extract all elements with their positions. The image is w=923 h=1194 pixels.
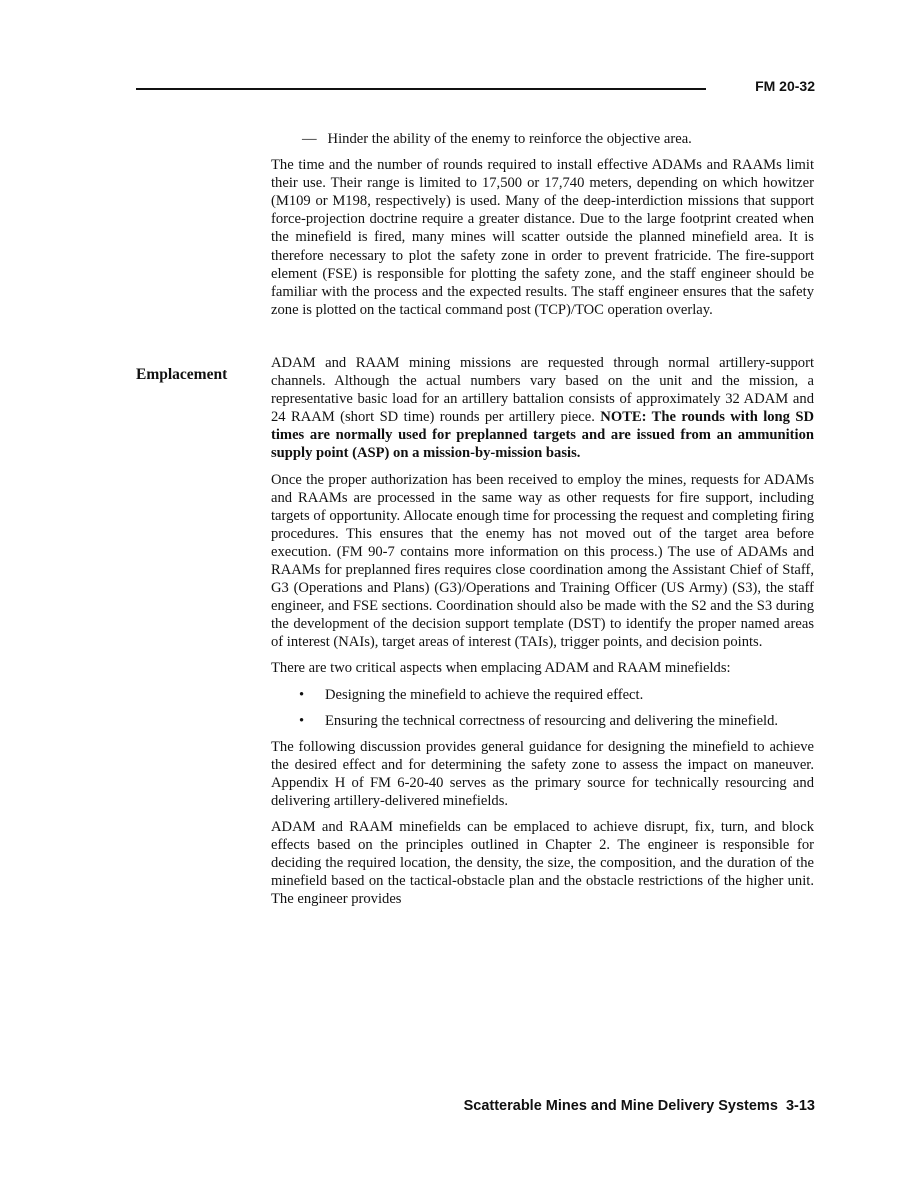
list-item: [271, 712, 814, 730]
section-gap: [271, 327, 814, 354]
paragraph-mining-missions: [271, 354, 814, 463]
dash-marker: —: [302, 131, 317, 147]
paragraph-mining-missions-text: ADAM and RAAM mining missions are requested through normal artillery-support channels. Although the actual numbers vary based on the unit and the mission, a representative basic load for an artillery battalion consists of approximately 32 ADAM and 24 RAAM (short SD time) rounds per artillery piece.: [271, 354, 814, 426]
bullet-marker: •: [299, 712, 305, 729]
paragraph-guidance: The following discussion provides general guidance for designing the minefield to achieve the desired effect and for determining the safety zone to assess the impact on maneuver. Appendix H of FM 6-20-40 serves as the primary source for technically resourcing and delivering artillery-delivered minefields.: [271, 738, 814, 809]
dash-list-item: [271, 130, 814, 148]
paragraph-authorization: Once the proper authorization has been received to employ the mines, requests for ADAMs and RAAMs are processed in the same way as other requests for fire support, including targets of opportunity. Allocate enough time for processing the request and completing firing procedures. This ensures that the enemy has not moved out of the target area before execution. (FM 90-7 contains more information on this process.) The use of ADAMs and RAAMs for preplanned fires requires close coordination among the Assistant Chief of Staff, G3 (Operations and Plans) (G3)/Operations and Training Officer (US Army) (S3), the staff engineer, and FSE sections. Coordination should also be made with the S2 and the S3 during the development of the decision support template (DST) to identify the proper named areas of interest (NAIs), target areas of interest (TAIs), trigger points, and decision points.: [271, 471, 814, 651]
paragraph-critical-aspects: There are two critical aspects when emplacing ADAM and RAAM minefields:: [271, 660, 731, 677]
page-footer: [464, 1098, 815, 1114]
bullet-list: [271, 686, 814, 730]
body-text: [271, 130, 814, 917]
bullet-marker: •: [299, 686, 305, 703]
footer-chapter-title: Scatterable Mines and Mine Delivery Systems: [463, 1098, 778, 1114]
paragraph-effects: ADAM and RAAM minefields can be emplaced to achieve disrupt, fix, turn, and block effects based on the principles outlined in Chapter 2. The engineer is responsible for deciding the required location, the density, the size, the composition, and the duration of the minefield based on the tactical-obstacle plan and the obstacle restrictions of the higher unit. The engineer provides: [271, 819, 814, 908]
list-item-text: Designing the minefield to achieve the required effect.: [325, 686, 644, 703]
dash-item-text: Hinder the ability of the enemy to reinforce the objective area.: [327, 131, 692, 147]
paragraph-usage-limits: The time and the number of rounds required to install effective ADAMs and RAAMs limit their use. Their range is limited to 17,500 or 17,740 meters, depending on which howitzer (M109 or M198, respectively) is used. Many of the deep-interdiction missions that support force-projection doctrine require a greater distance. Due to the large footprint created when the minefield is fired, many mines will scatter outside the planned minefield area. It is therefore necessary to plot the safety zone in order to prevent fratricide. The fire-support element (FSE) is responsible for plotting the safety zone, and the staff engineer should be familiar with the process and the expected results. The staff engineer ensures that the safety zone is plotted on the tactical command post (TCP)/TOC operation overlay.: [271, 157, 814, 318]
note-text: NOTE: The rounds with long SD times are normally used for preplanned targets and are issued from an ammunition supply point (ASP) on a mission-by-mission basis.: [271, 409, 814, 462]
list-item: [271, 686, 814, 704]
section-heading-emplacement: Emplacement: [136, 366, 228, 383]
list-item-text: Ensuring the technical correctness of resourcing and delivering the minefield.: [325, 712, 779, 729]
document-id: FM 20-32: [755, 78, 815, 94]
header-rule: [136, 88, 706, 90]
page-number: 3-13: [785, 1098, 815, 1114]
